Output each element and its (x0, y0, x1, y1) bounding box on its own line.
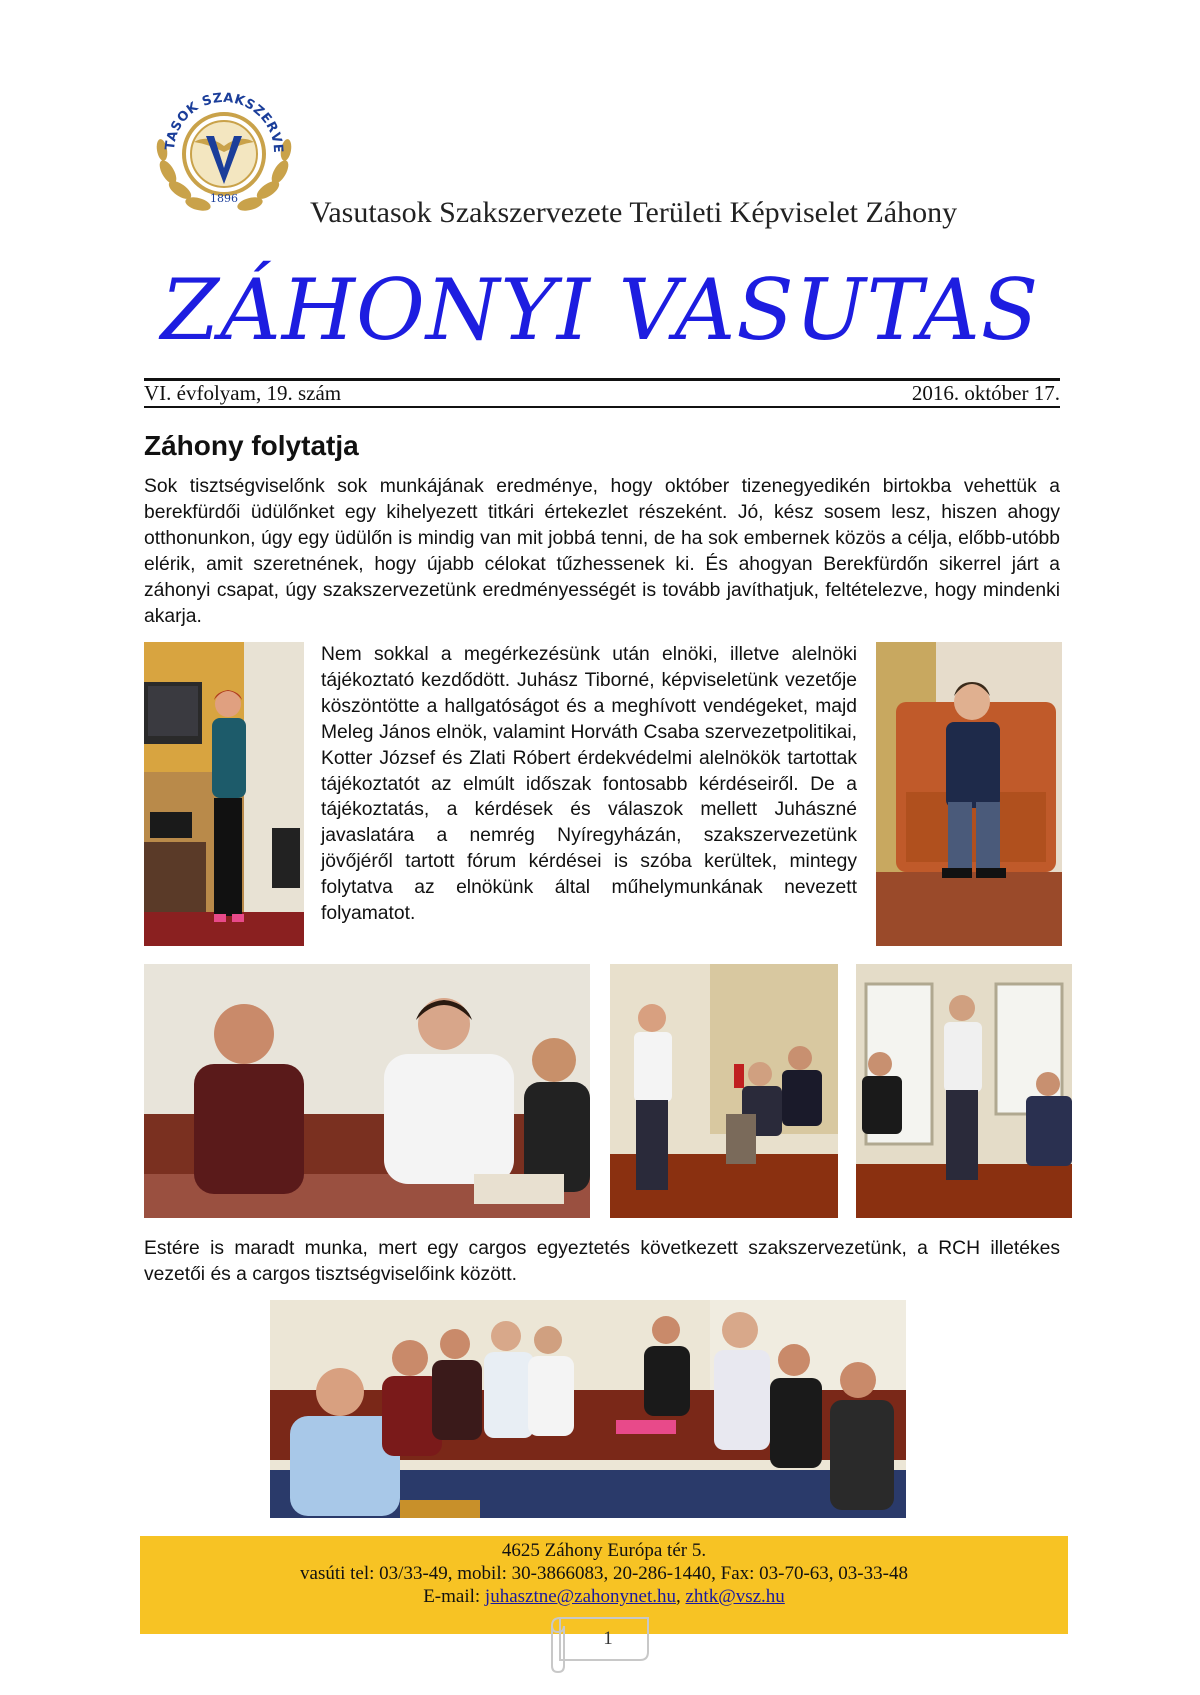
article-title: Záhony folytatja (144, 430, 359, 461)
issue-number: VI. évfolyam, 19. szám (144, 381, 342, 405)
photo-group-evening-meeting (270, 1300, 906, 1518)
masthead-rule-bottom (144, 406, 1060, 408)
organization-name: Vasutasok Szakszervezete Területi Képviselet Záhony (310, 196, 958, 229)
page-number: 1 (603, 1628, 613, 1649)
photo-standing-speaker (610, 964, 838, 1218)
photo-man-armchair (876, 642, 1062, 946)
article-paragraph-1: Sok tisztségviselőnk sok munkájának eredménye, hogy október tizenegyedikén birtokba vehettük a berekfürdői üdülőnket egy kihelyezett titkári értekezlet részeként. Jó, kész sosem lesz, hiszen ahogy otthonunkon, úgy egy üdülőn is mindig van mit jobbá tenni, de ha sok embernek közös a célja, előbb-utóbb elérik, amit szeretnének, hogy újabb célokat tűzhessenek ki. És ahogyan Berekfürdőn sikerrel járt a záhonyi csapat, úgy szakszervezetünk eredményességét is tovább javíthatjuk, feltételezve, hogy mindenki akarja. (144, 476, 1060, 627)
article-paragraph-2: Nem sokkal a megérkezésünk után elnöki, illetve alelnöki tájékoztató kezdődött. Juhász Tiborné, képviseletünk vezetője köszöntötte a hallgatóságot és a meghívott vendégeket, majd Meleg János elnök, valamint Horváth Csaba szervezetpolitikai, Kotter József és Zlati Róbert érdekvédelmi alelnökök tartottak tájékoztatót az elmúlt időszak fontosabb kérdéseiről. De a tájékoztatás, a kérdések és válaszok mellett Juhászné javaslatára a nemrég Nyíregyházán, szakszervezetünk jövőjéről tartott fórum kérdései is szóba kerültek, mintegy folytatva az elnökünk által műhelymunkának nevezett folyamatot. (321, 644, 857, 925)
issue-date: 2016. október 17. (911, 381, 1060, 405)
masthead-title: ZÁHONYI VASUTAS (160, 261, 1040, 359)
footer-email-label: E-mail: (423, 1586, 485, 1607)
photo-speaker-doorway (856, 964, 1072, 1218)
footer-address: 4625 Záhony Európa tér 5. (501, 1540, 707, 1561)
photo-woman-presenting (144, 642, 304, 946)
email-link-zhtk[interactable]: zhtk@vsz.hu (685, 1586, 785, 1607)
union-logo (148, 72, 300, 222)
footer-email-line (140, 1585, 1068, 1608)
logo-year: 1896 (210, 192, 238, 205)
footer-phones: vasúti tel: 03/33-49, mobil: 30-3866083, 20-286-1440, Fax: 03-70-63, 03-33-48 (300, 1563, 908, 1584)
photo-audience-closeup (144, 964, 590, 1218)
article-paragraph-3: Estére is maradt munka, mert egy cargos egyeztetés következett szakszervezetünk, a RCH illetékes vezetői és a cargos tisztségviselőink között. (144, 1238, 1060, 1285)
footer-email-separator: , (676, 1586, 686, 1607)
logo-arc-text: TASOK SZAKSZERVE (162, 90, 286, 154)
email-link-juhasztne[interactable]: juhasztne@zahonynet.hu (484, 1586, 676, 1607)
